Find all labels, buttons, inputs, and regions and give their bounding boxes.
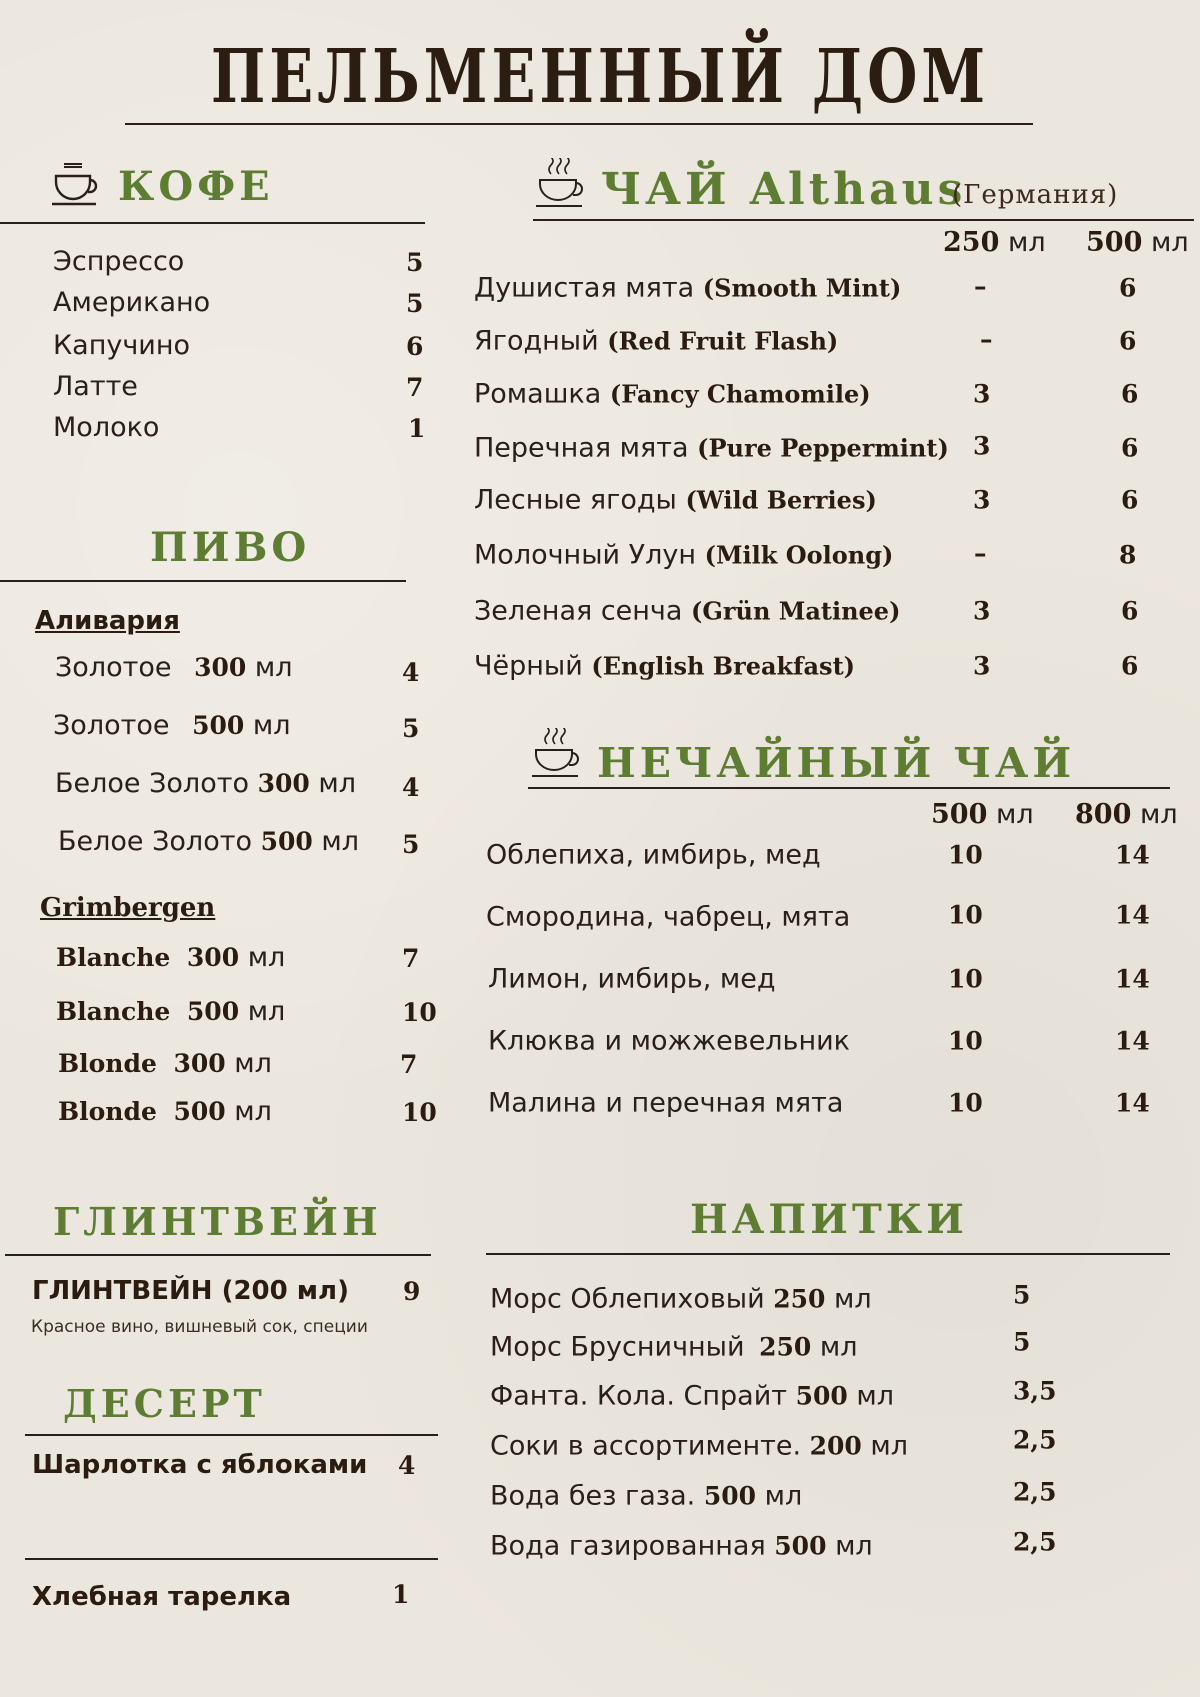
tea-cup-icon <box>534 158 588 212</box>
coffee-item-price: 1 <box>408 414 426 443</box>
herbal-item-name: Лимон, имбирь, мед <box>488 963 776 995</box>
tea-item: Ромашка (Fancy Chamomile) <box>474 378 871 410</box>
tea-cup-icon <box>530 728 584 782</box>
herbal-price-800: 14 <box>1115 1088 1150 1118</box>
herbal-price-800: 14 <box>1115 964 1150 994</box>
title-underline <box>125 123 1033 125</box>
herbal-item-name: Клюква и можжевельник <box>488 1025 850 1057</box>
tea-price-250: – <box>974 538 987 568</box>
tea-price-500: 6 <box>1119 273 1137 303</box>
tea-price-500: 6 <box>1121 596 1139 626</box>
herbal-price-800: 14 <box>1115 1026 1150 1056</box>
mulled-wine-price: 9 <box>403 1277 421 1306</box>
beer-item: Blanche 300 мл <box>56 942 286 973</box>
tea-price-500: 6 <box>1121 379 1139 409</box>
drink-price: 5 <box>1013 1327 1031 1357</box>
herbal-item-name: Облепиха, имбирь, мед <box>486 839 821 871</box>
herbal-price-500: 10 <box>948 1088 983 1118</box>
drink-item: Фанта. Кола. Спрайт 500 мл <box>490 1380 895 1412</box>
herbal-price-500: 10 <box>948 1026 983 1056</box>
tea-price-250: 3 <box>973 379 991 409</box>
bread-item: Хлебная тарелка <box>32 1582 292 1612</box>
beer-price: 7 <box>400 1050 418 1079</box>
beer-price: 5 <box>402 714 420 743</box>
drink-price: 2,5 <box>1013 1527 1057 1557</box>
beer-price: 4 <box>402 773 420 802</box>
tea-column-header-250: 250 мл <box>943 227 1046 258</box>
tea-item: Зеленая сенча (Grün Matinee) <box>474 595 901 627</box>
dessert-item: Шарлотка с яблоками <box>32 1450 368 1480</box>
beer-brand-grimbergen: Grimbergen <box>40 893 216 923</box>
tea-price-250: 3 <box>973 596 991 626</box>
herbal-column-header-500: 500 мл <box>931 799 1034 830</box>
tea-price-500: 6 <box>1119 326 1137 356</box>
drink-price: 2,5 <box>1013 1477 1057 1507</box>
beer-item: Золотое 500 мл <box>53 710 291 741</box>
coffee-item-price: 5 <box>406 248 424 277</box>
coffee-item-name: Эспрессо <box>53 246 185 277</box>
tea-price-500: 6 <box>1121 485 1139 515</box>
tea-price-250: 3 <box>973 485 991 515</box>
section-heading-beer: ПИВО <box>150 524 311 571</box>
drink-item: Морс Облепиховый 250 мл <box>490 1283 872 1315</box>
drink-price: 3,5 <box>1013 1376 1057 1406</box>
bread-rule <box>25 1558 438 1560</box>
herbal-price-800: 14 <box>1115 840 1150 870</box>
beer-brand-alivaria: Аливария <box>35 606 180 636</box>
tea-price-500: 6 <box>1121 651 1139 681</box>
herbal-price-500: 10 <box>948 840 983 870</box>
herbal-rule <box>528 787 1170 789</box>
mulled-rule <box>5 1254 431 1256</box>
beer-price: 10 <box>402 1098 437 1127</box>
section-heading-tea: ЧАЙ Althaus <box>601 164 967 215</box>
tea-rule <box>533 219 1194 221</box>
herbal-price-500: 10 <box>948 900 983 930</box>
drink-item: Морс Брусничный 250 мл <box>490 1331 858 1363</box>
tea-price-250: – <box>980 324 993 354</box>
section-heading-herbal-tea: НЕЧАЙНЫЙ ЧАЙ <box>597 739 1076 787</box>
tea-origin: (Германия) <box>952 180 1119 210</box>
tea-item: Лесные ягоды (Wild Berries) <box>474 484 877 516</box>
tea-item: Ягодный (Red Fruit Flash) <box>474 325 839 357</box>
menu-title: ПЕЛЬМЕННЫЙ ДОМ <box>210 34 990 120</box>
beer-price: 10 <box>402 998 437 1027</box>
drink-item: Вода газированная 500 мл <box>490 1530 873 1562</box>
coffee-item-price: 6 <box>406 332 424 361</box>
coffee-item-name: Молоко <box>53 412 160 443</box>
drink-price: 5 <box>1013 1280 1031 1310</box>
drink-price: 2,5 <box>1013 1425 1057 1455</box>
tea-price-250: – <box>974 271 987 301</box>
beer-item: Белое Золото 300 мл <box>55 768 356 799</box>
beer-price: 5 <box>402 830 420 859</box>
tea-item: Перечная мята (Pure Peppermint) <box>474 432 949 464</box>
section-heading-drinks: НАПИТКИ <box>690 1196 968 1243</box>
tea-item: Чёрный (English Breakfast) <box>474 650 856 682</box>
tea-item: Душистая мята (Smooth Mint) <box>474 272 902 304</box>
section-heading-mulled-wine: ГЛИНТВЕЙН <box>53 1199 382 1244</box>
mulled-wine-item: ГЛИНТВЕЙН (200 мл) <box>32 1276 349 1306</box>
beer-item: Blonde 300 мл <box>58 1048 272 1079</box>
tea-column-header-500: 500 мл <box>1086 227 1189 258</box>
beer-item: Blonde 500 мл <box>58 1096 272 1127</box>
dessert-price: 4 <box>398 1451 416 1480</box>
beer-item: Белое Золото 500 мл <box>58 826 359 857</box>
herbal-item-name: Смородина, чабрец, мята <box>486 901 851 933</box>
beer-rule <box>0 580 406 582</box>
bread-price: 1 <box>392 1580 410 1609</box>
drink-item: Соки в ассортименте. 200 мл <box>490 1430 909 1462</box>
mulled-wine-description: Красное вино, вишневый сок, специи <box>31 1317 368 1337</box>
herbal-column-header-800: 800 мл <box>1075 799 1178 830</box>
dessert-rule <box>25 1434 438 1436</box>
tea-price-250: 3 <box>973 431 991 461</box>
herbal-price-500: 10 <box>948 964 983 994</box>
coffee-item-price: 5 <box>406 289 424 318</box>
coffee-rule <box>0 222 425 224</box>
tea-price-250: 3 <box>973 651 991 681</box>
beer-item: Blanche 500 мл <box>56 996 286 1027</box>
section-heading-dessert: ДЕСЕРТ <box>63 1381 266 1426</box>
herbal-price-800: 14 <box>1115 900 1150 930</box>
coffee-item-name: Латте <box>53 371 138 402</box>
drink-item: Вода без газа. 500 мл <box>490 1480 803 1512</box>
tea-price-500: 6 <box>1121 433 1139 463</box>
coffee-item-name: Капучино <box>53 330 191 361</box>
tea-item: Молочный Улун (Milk Oolong) <box>474 539 894 571</box>
coffee-cup-icon <box>50 160 102 210</box>
drinks-rule <box>486 1253 1170 1255</box>
beer-item: Золотое 300 мл <box>55 652 293 683</box>
beer-price: 7 <box>402 944 420 973</box>
coffee-item-name: Американо <box>53 287 211 318</box>
coffee-item-price: 7 <box>406 373 424 402</box>
section-heading-coffee: КОФЕ <box>118 163 274 210</box>
tea-price-500: 8 <box>1119 540 1137 570</box>
herbal-item-name: Малина и перечная мята <box>488 1087 844 1119</box>
beer-price: 4 <box>402 658 420 687</box>
